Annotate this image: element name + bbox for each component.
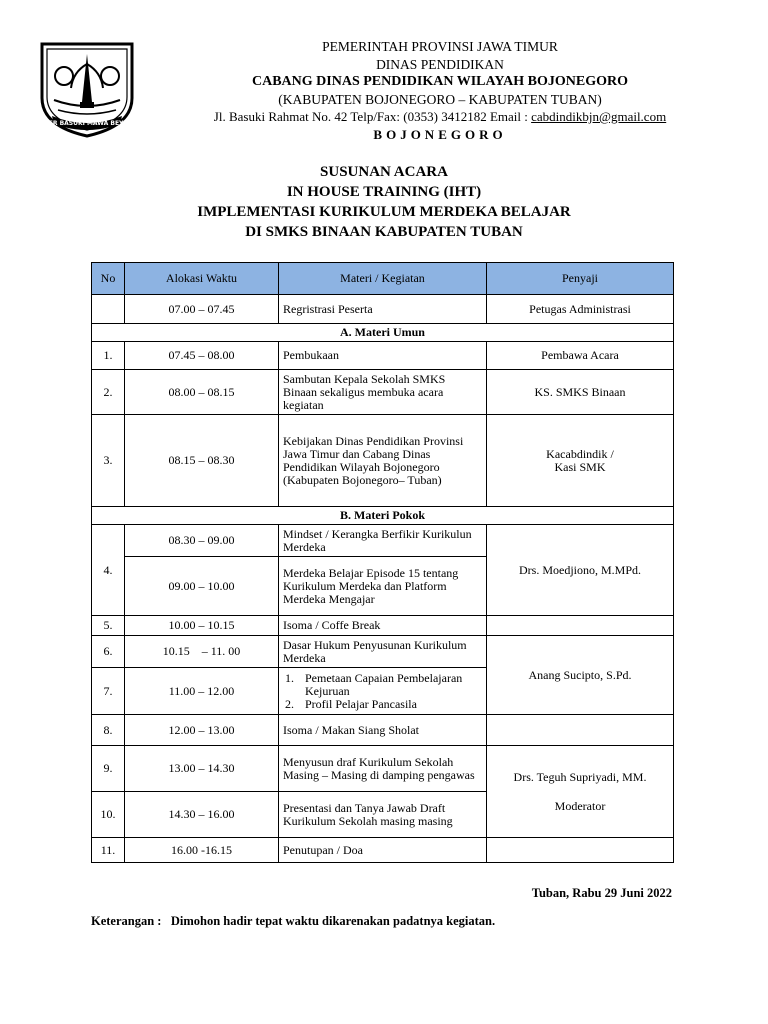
table-row (92, 342, 674, 370)
address-text: Jl. Basuki Rahmat No. 42 Telp/Fax: (0353) 3412182 Email : (213, 109, 532, 124)
presenter-cell: Drs. Teguh Supriyadi, MM. Moderator (487, 746, 674, 838)
no-cell: 7. (92, 668, 125, 715)
document-date: Tuban, Rabu 29 Juni 2022 (531, 886, 672, 900)
title-line-2: IN HOUSE TRAINING (IHT) (286, 184, 482, 200)
time-cell: 09.00 – 10.00 (125, 557, 279, 616)
activity-cell: Mindset / Kerangka Berfikir Kurikulun Merdeka (279, 525, 487, 557)
table-row (92, 415, 674, 507)
activity-list (283, 672, 482, 711)
region-name: (KABUPATEN BOJONEGORO – KABUPATEN TUBAN) (278, 91, 602, 107)
header-activity: Materi / Kegiatan (279, 263, 487, 295)
activity-cell: Menyusun draf Kurikulum Sekolah Masing – Masing di damping pengawas (279, 746, 487, 792)
activity-cell: Regristrasi Peserta (279, 295, 487, 324)
list-item: 1. Pemetaan Capaian Pembelajaran Kejuruan (297, 672, 482, 698)
table-row (92, 525, 674, 557)
activity-cell: Penutupan / Doa (279, 838, 487, 863)
table-row (92, 616, 674, 636)
schedule-table (91, 262, 674, 863)
no-cell: 2. (92, 370, 125, 415)
no-cell: 11. (92, 838, 125, 863)
document-title (0, 162, 768, 242)
presenter-cell: Drs. Moedjiono, M.MPd. (487, 525, 674, 616)
title-line-4: DI SMKS BINAAN KABUPATEN TUBAN (245, 224, 523, 240)
header-no: No (92, 263, 125, 295)
presenter-cell: Anang Sucipto, S.Pd. (487, 636, 674, 715)
regional-emblem-logo (34, 40, 140, 138)
header-time: Alokasi Waktu (125, 263, 279, 295)
no-cell: 1. (92, 342, 125, 370)
letterhead (140, 38, 740, 143)
time-cell: 11.00 – 12.00 (125, 668, 279, 715)
table-row (92, 370, 674, 415)
time-cell: 14.30 – 16.00 (125, 792, 279, 838)
table-row (92, 636, 674, 668)
activity-cell: Merdeka Belajar Episode 15 tentang Kurikulum Merdeka dan Platform Merdeka Mengajar (279, 557, 487, 616)
no-cell: 5. (92, 616, 125, 636)
email-link[interactable]: cabdindikbjn@gmail.com (531, 109, 667, 124)
title-line-3: IMPLEMENTASI KURIKULUM MERDEKA BELAJAR (197, 204, 571, 220)
section-row (92, 324, 674, 342)
header-presenter: Penyaji (487, 263, 674, 295)
presenter-cell: Petugas Administrasi (487, 295, 674, 324)
activity-cell: Isoma / Coffe Break (279, 616, 487, 636)
time-cell: 08.00 – 08.15 (125, 370, 279, 415)
table-header-row (92, 263, 674, 295)
time-cell: 12.00 – 13.00 (125, 715, 279, 746)
no-cell: 9. (92, 746, 125, 792)
activity-cell (279, 668, 487, 715)
activity-cell: Sambutan Kepala Sekolah SMKS Binaan sekaligus membuka acara kegiatan (279, 370, 487, 415)
table-row (92, 715, 674, 746)
presenter-cell: Kacabdindik / Kasi SMK (487, 415, 674, 507)
table-row (92, 295, 674, 324)
title-line-1: SUSUNAN ACARA (320, 164, 448, 180)
time-cell: 07.45 – 08.00 (125, 342, 279, 370)
logo-motto: JER BASUKI MAWA BEYA (46, 120, 128, 127)
list-item: 2. Profil Pelajar Pancasila (297, 698, 482, 711)
no-cell: 4. (92, 525, 125, 616)
time-cell: 13.00 – 14.30 (125, 746, 279, 792)
agency-name: DINAS PENDIDIKAN (376, 56, 504, 72)
time-cell: 08.30 – 09.00 (125, 525, 279, 557)
section-b-label: B. Materi Pokok (92, 507, 674, 525)
time-cell: 07.00 – 07.45 (125, 295, 279, 324)
no-cell: 6. (92, 636, 125, 668)
no-cell: 3. (92, 415, 125, 507)
address-line (140, 108, 740, 126)
table-row (92, 746, 674, 792)
activity-cell: Pembukaan (279, 342, 487, 370)
city-name: BOJONEGORO (373, 126, 507, 142)
gov-name: PEMERINTAH PROVINSI JAWA TIMUR (322, 39, 558, 54)
section-a-label: A. Materi Umun (92, 324, 674, 342)
time-cell: 16.00 -16.15 (125, 838, 279, 863)
activity-cell: Kebijakan Dinas Pendidikan Provinsi Jawa Timur dan Cabang Dinas Pendidikan Wilayah Bojonegoro (Kabupaten Bojonegoro– Tuban) (279, 415, 487, 507)
no-cell: 10. (92, 792, 125, 838)
presenter-cell: Pembawa Acara (487, 342, 674, 370)
time-cell: 10.15 – 11. 00 (125, 636, 279, 668)
note-text: Keterangan : Dimohon hadir tepat waktu dikarenakan padatnya kegiatan. (91, 914, 496, 928)
time-cell: 10.00 – 10.15 (125, 616, 279, 636)
branch-name: CABANG DINAS PENDIDIKAN WILAYAH BOJONEGORO (252, 74, 628, 89)
no-cell: 8. (92, 715, 125, 746)
activity-cell: Dasar Hukum Penyusunan Kurikulum Merdeka (279, 636, 487, 668)
time-cell: 08.15 – 08.30 (125, 415, 279, 507)
section-row (92, 507, 674, 525)
activity-cell: Presentasi dan Tanya Jawab Draft Kurikulum Sekolah masing masing (279, 792, 487, 838)
activity-cell: Isoma / Makan Siang Sholat (279, 715, 487, 746)
table-row (92, 838, 674, 863)
presenter-cell: KS. SMKS Binaan (487, 370, 674, 415)
